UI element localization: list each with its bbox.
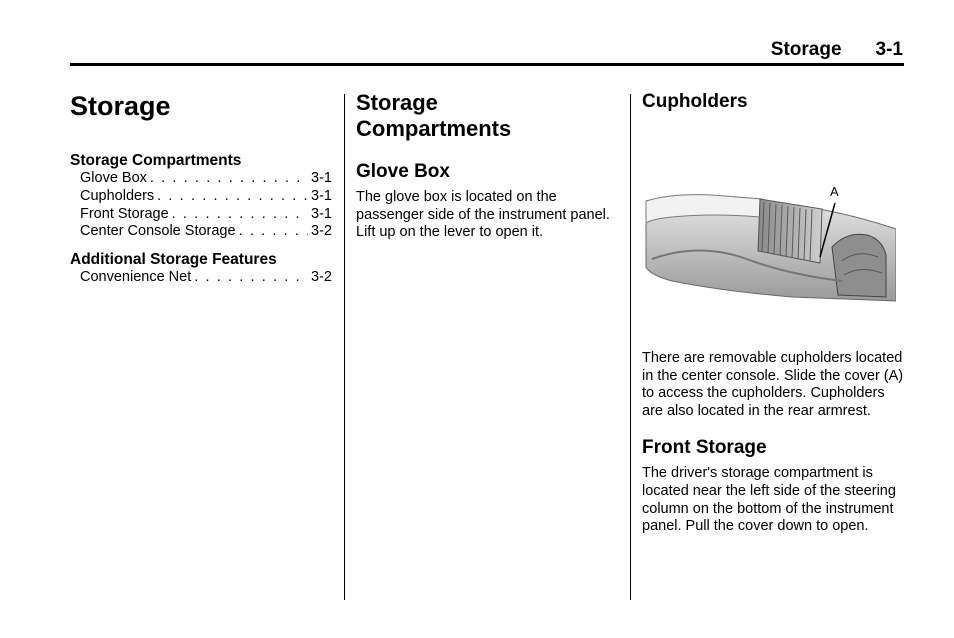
toc-entry-page: 3-2	[311, 269, 332, 286]
toc-section-title: Storage Compartments	[70, 152, 242, 169]
chapter-title: Storage	[70, 91, 171, 121]
subsection-title: Front Storage	[642, 437, 767, 459]
toc-entry-label: Center Console Storage	[80, 223, 236, 240]
header-rule	[70, 63, 904, 66]
toc-leader	[157, 188, 308, 206]
toc-leader	[194, 269, 308, 287]
header-page-number: 3-1	[875, 39, 903, 60]
page-header	[771, 38, 903, 62]
toc-entry-label: Front Storage	[80, 205, 169, 222]
cupholder-illustration	[642, 171, 896, 321]
toc-leader	[150, 170, 308, 188]
toc-entry[interactable]	[80, 188, 332, 206]
toc-entry[interactable]	[80, 269, 332, 287]
toc-entry[interactable]	[80, 206, 332, 224]
cupholders-text: There are removable cupholders located in the center console. Slide the cover (A) to access the cupholders. Cupholders are also located in the rear armrest.	[642, 350, 904, 419]
toc-section-title: Additional Storage Features	[70, 251, 277, 269]
middle-column	[356, 90, 618, 242]
column-divider	[630, 94, 631, 600]
toc-entry-page: 3-2	[311, 223, 332, 240]
section-title: Storage Compartments	[356, 90, 512, 141]
toc-entry-page: 3-1	[311, 187, 332, 204]
subsection-title: Glove Box	[356, 161, 450, 182]
toc-entry-label: Glove Box	[80, 170, 147, 186]
figure-callout: A	[830, 184, 839, 199]
header-section-title: Storage	[770, 39, 842, 60]
toc-entry-label: Cupholders	[80, 187, 155, 204]
toc-entry-page: 3-1	[311, 205, 332, 222]
glove-box-text: The glove box is located on the passenger side of the instrument panel. Lift up on the lever to open it.	[356, 189, 610, 241]
toc-entry[interactable]	[80, 170, 332, 188]
toc-leader	[239, 223, 308, 241]
subsection-title: Cupholders	[642, 91, 748, 112]
center-console-image	[642, 171, 896, 321]
toc-list	[70, 269, 332, 287]
toc-entry-page: 3-1	[311, 170, 332, 186]
toc-leader	[172, 206, 308, 224]
toc-list	[70, 170, 332, 241]
toc-entry-label: Convenience Net	[80, 269, 192, 286]
column-divider	[344, 94, 345, 600]
toc-entry[interactable]	[80, 223, 332, 241]
toc-column	[70, 90, 332, 287]
right-column	[642, 90, 904, 536]
front-storage-text: The driver's storage compartment is located near the left side of the steering column on the bottom of the instrument panel. Pull the cover down to open.	[642, 465, 896, 535]
